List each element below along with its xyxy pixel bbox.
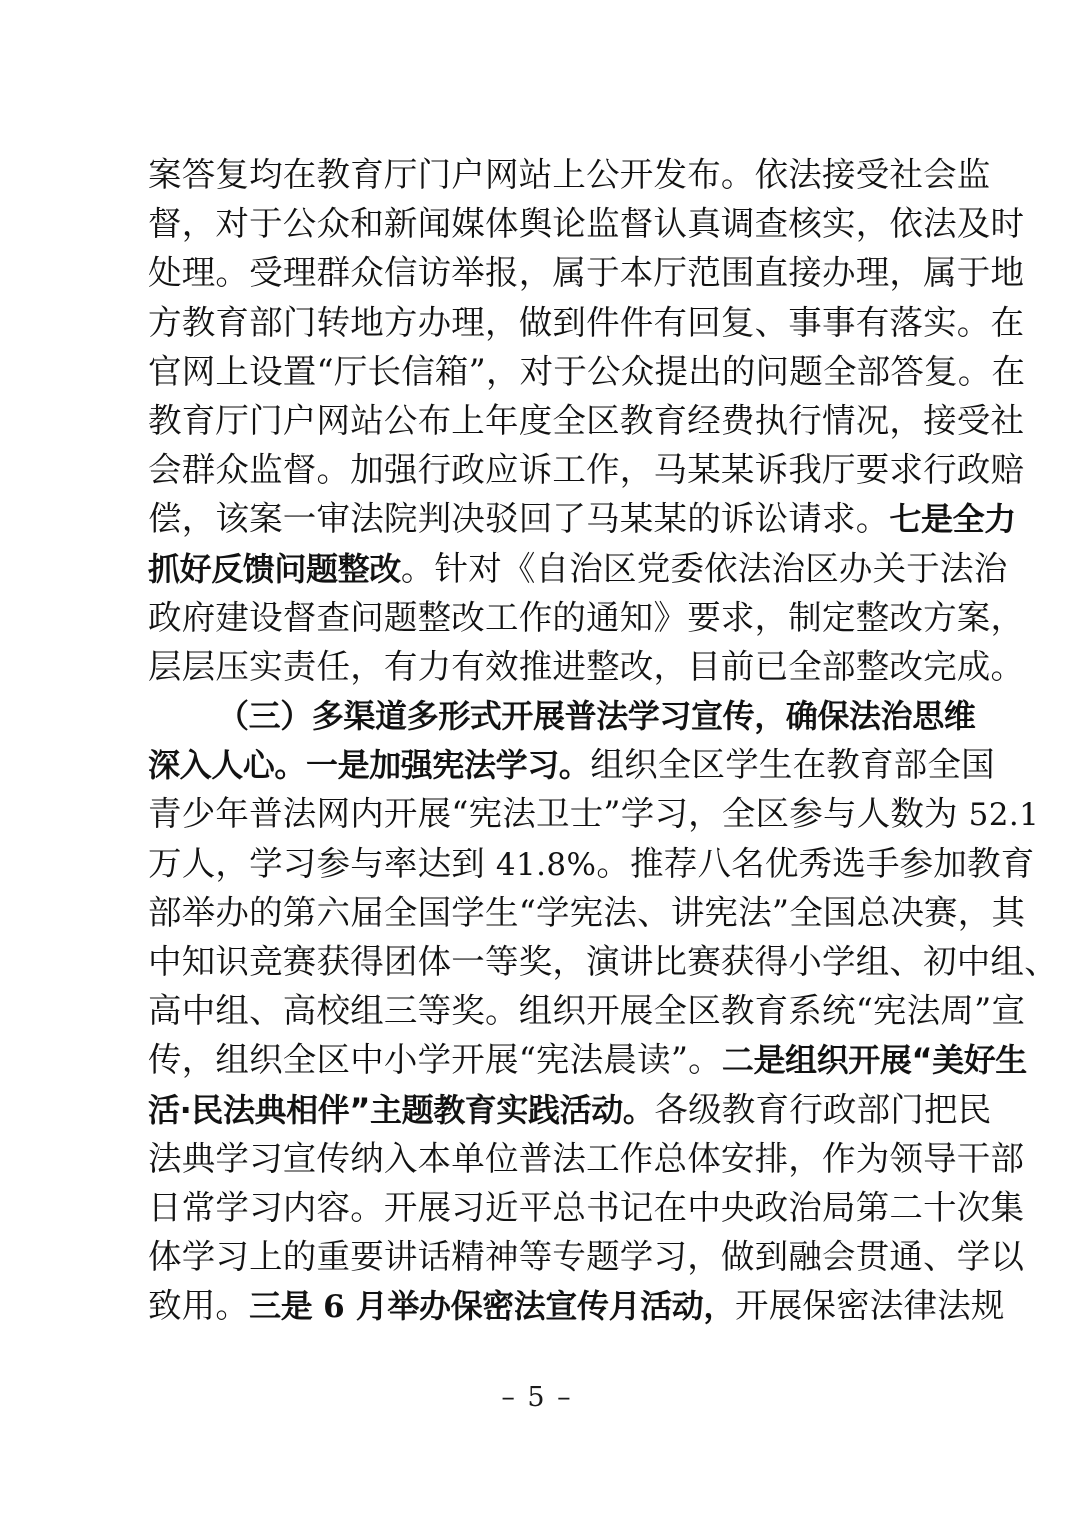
text-run: 官网上设置“厅长信箱”，对于公众提出的问题全部答复。在	[148, 351, 1026, 391]
text-run: 案答复均在教育厅门户网站上公开发布。依法接受社会监	[148, 155, 991, 194]
page-number: – 5 –	[501, 1382, 573, 1413]
text-line	[148, 839, 1035, 888]
text-line	[148, 445, 1025, 494]
text-run: 各级教育行政部门把民	[654, 1089, 992, 1129]
paragraph	[148, 150, 1026, 691]
text-line	[148, 1035, 1027, 1084]
text-line	[148, 642, 1025, 691]
text-run: 教育厅门户网站公布上年度全区教育经费执行情况，接受社	[148, 400, 1025, 440]
text-line	[148, 986, 1026, 1035]
text-run: 偿，该案一审法院判决驳回了马某某的诉讼请求。	[148, 499, 890, 539]
text-run: 中知识竞赛获得团体一等奖，演讲比赛获得小学组、初中组、	[148, 942, 1058, 981]
text-run: 开展保密法律法规	[735, 1286, 1005, 1326]
document-text-body	[148, 150, 1058, 1331]
text-line	[148, 396, 1025, 445]
emphasis-run: 抓好反馈问题整改	[148, 549, 401, 588]
text-run: 督，对于公众和新闻媒体舆论监督认真调查核实，依法及时	[148, 204, 1025, 244]
text-line	[148, 1085, 992, 1134]
text-run: 处理。受理群众信访举报，属于本厅范围直接办理，属于地	[148, 253, 1025, 293]
text-line	[148, 494, 1016, 543]
emphasis-run: 二是组织开展“美好生	[721, 1041, 1027, 1080]
text-line	[148, 298, 1025, 347]
text-run: 法典学习宣传纳入本单位普法工作总体安排，作为领导干部	[148, 1138, 1025, 1178]
text-run: 体学习上的重要讲话精神等专题学习，做到融会贯通、学以	[148, 1237, 1025, 1277]
emphasis-run: （三）多渠道多形式开展普法学习宣传，确保法治思维	[217, 697, 976, 736]
paragraph	[148, 691, 1058, 1330]
text-run: 青少年普法网内开展“宪法卫士”学习，全区参与人数为	[148, 794, 969, 834]
text-line	[148, 150, 991, 199]
text-run: 方教育部门转地方办理，做到件件有回复、事事有落实。在	[148, 302, 1025, 342]
text-run: 高中组、高校组三等奖。组织开展全区教育系统“宪法周”宣	[148, 991, 1026, 1031]
text-run: 日常学习内容。开展习近平总书记在中央政治局第二十次集	[148, 1187, 1025, 1227]
text-line	[148, 888, 1026, 937]
text-line	[148, 347, 1026, 396]
text-run: 层层压实责任，有力有效推进整改，目前已全部整改完成。	[148, 646, 1025, 686]
text-run: 组织全区学生在教育部全国	[590, 745, 995, 785]
text-line	[148, 544, 1008, 593]
text-line	[148, 1232, 1025, 1281]
text-line	[148, 740, 995, 789]
text-run: 会群众监督。加强行政应诉工作，马某某诉我厅要求行政赔	[148, 450, 1025, 490]
text-line	[148, 1281, 1005, 1330]
text-run: 致用。	[148, 1286, 250, 1326]
text-run: 41.8%	[495, 846, 597, 883]
text-run: 万人，学习参与率达到	[148, 843, 496, 883]
text-run: 52.1	[968, 797, 1040, 834]
text-run: 部举办的第六届全国学生“学宪法、讲宪法”全国总决赛，其	[148, 892, 1026, 932]
emphasis-run: 三是	[249, 1287, 324, 1326]
emphasis-run: 七是全力	[889, 500, 1016, 539]
text-line	[148, 248, 1025, 297]
text-line	[148, 789, 1040, 838]
emphasis-run: 活·民法典相伴”主题教育实践活动。	[148, 1090, 655, 1129]
text-line	[148, 1183, 1025, 1232]
text-line	[148, 1134, 1025, 1183]
emphasis-run: 月举办保密法宣传月活动，	[345, 1287, 735, 1326]
emphasis-run: 深入人心。一是加强宪法学习。	[148, 746, 591, 785]
text-run: 。针对《自治区党委依法治区办关于法治	[400, 548, 1008, 588]
text-line	[148, 593, 1025, 642]
emphasis-run: 6	[323, 1289, 346, 1326]
text-run: 。推荐八名优秀选手参加教育	[596, 843, 1035, 883]
text-line	[148, 691, 976, 740]
text-run: 政府建设督查问题整改工作的通知》要求，制定整改方案，	[148, 597, 1025, 637]
text-line	[148, 199, 1025, 248]
text-line	[148, 937, 1058, 986]
text-run: 传，组织全区中小学开展“宪法晨读”。	[148, 1040, 722, 1080]
